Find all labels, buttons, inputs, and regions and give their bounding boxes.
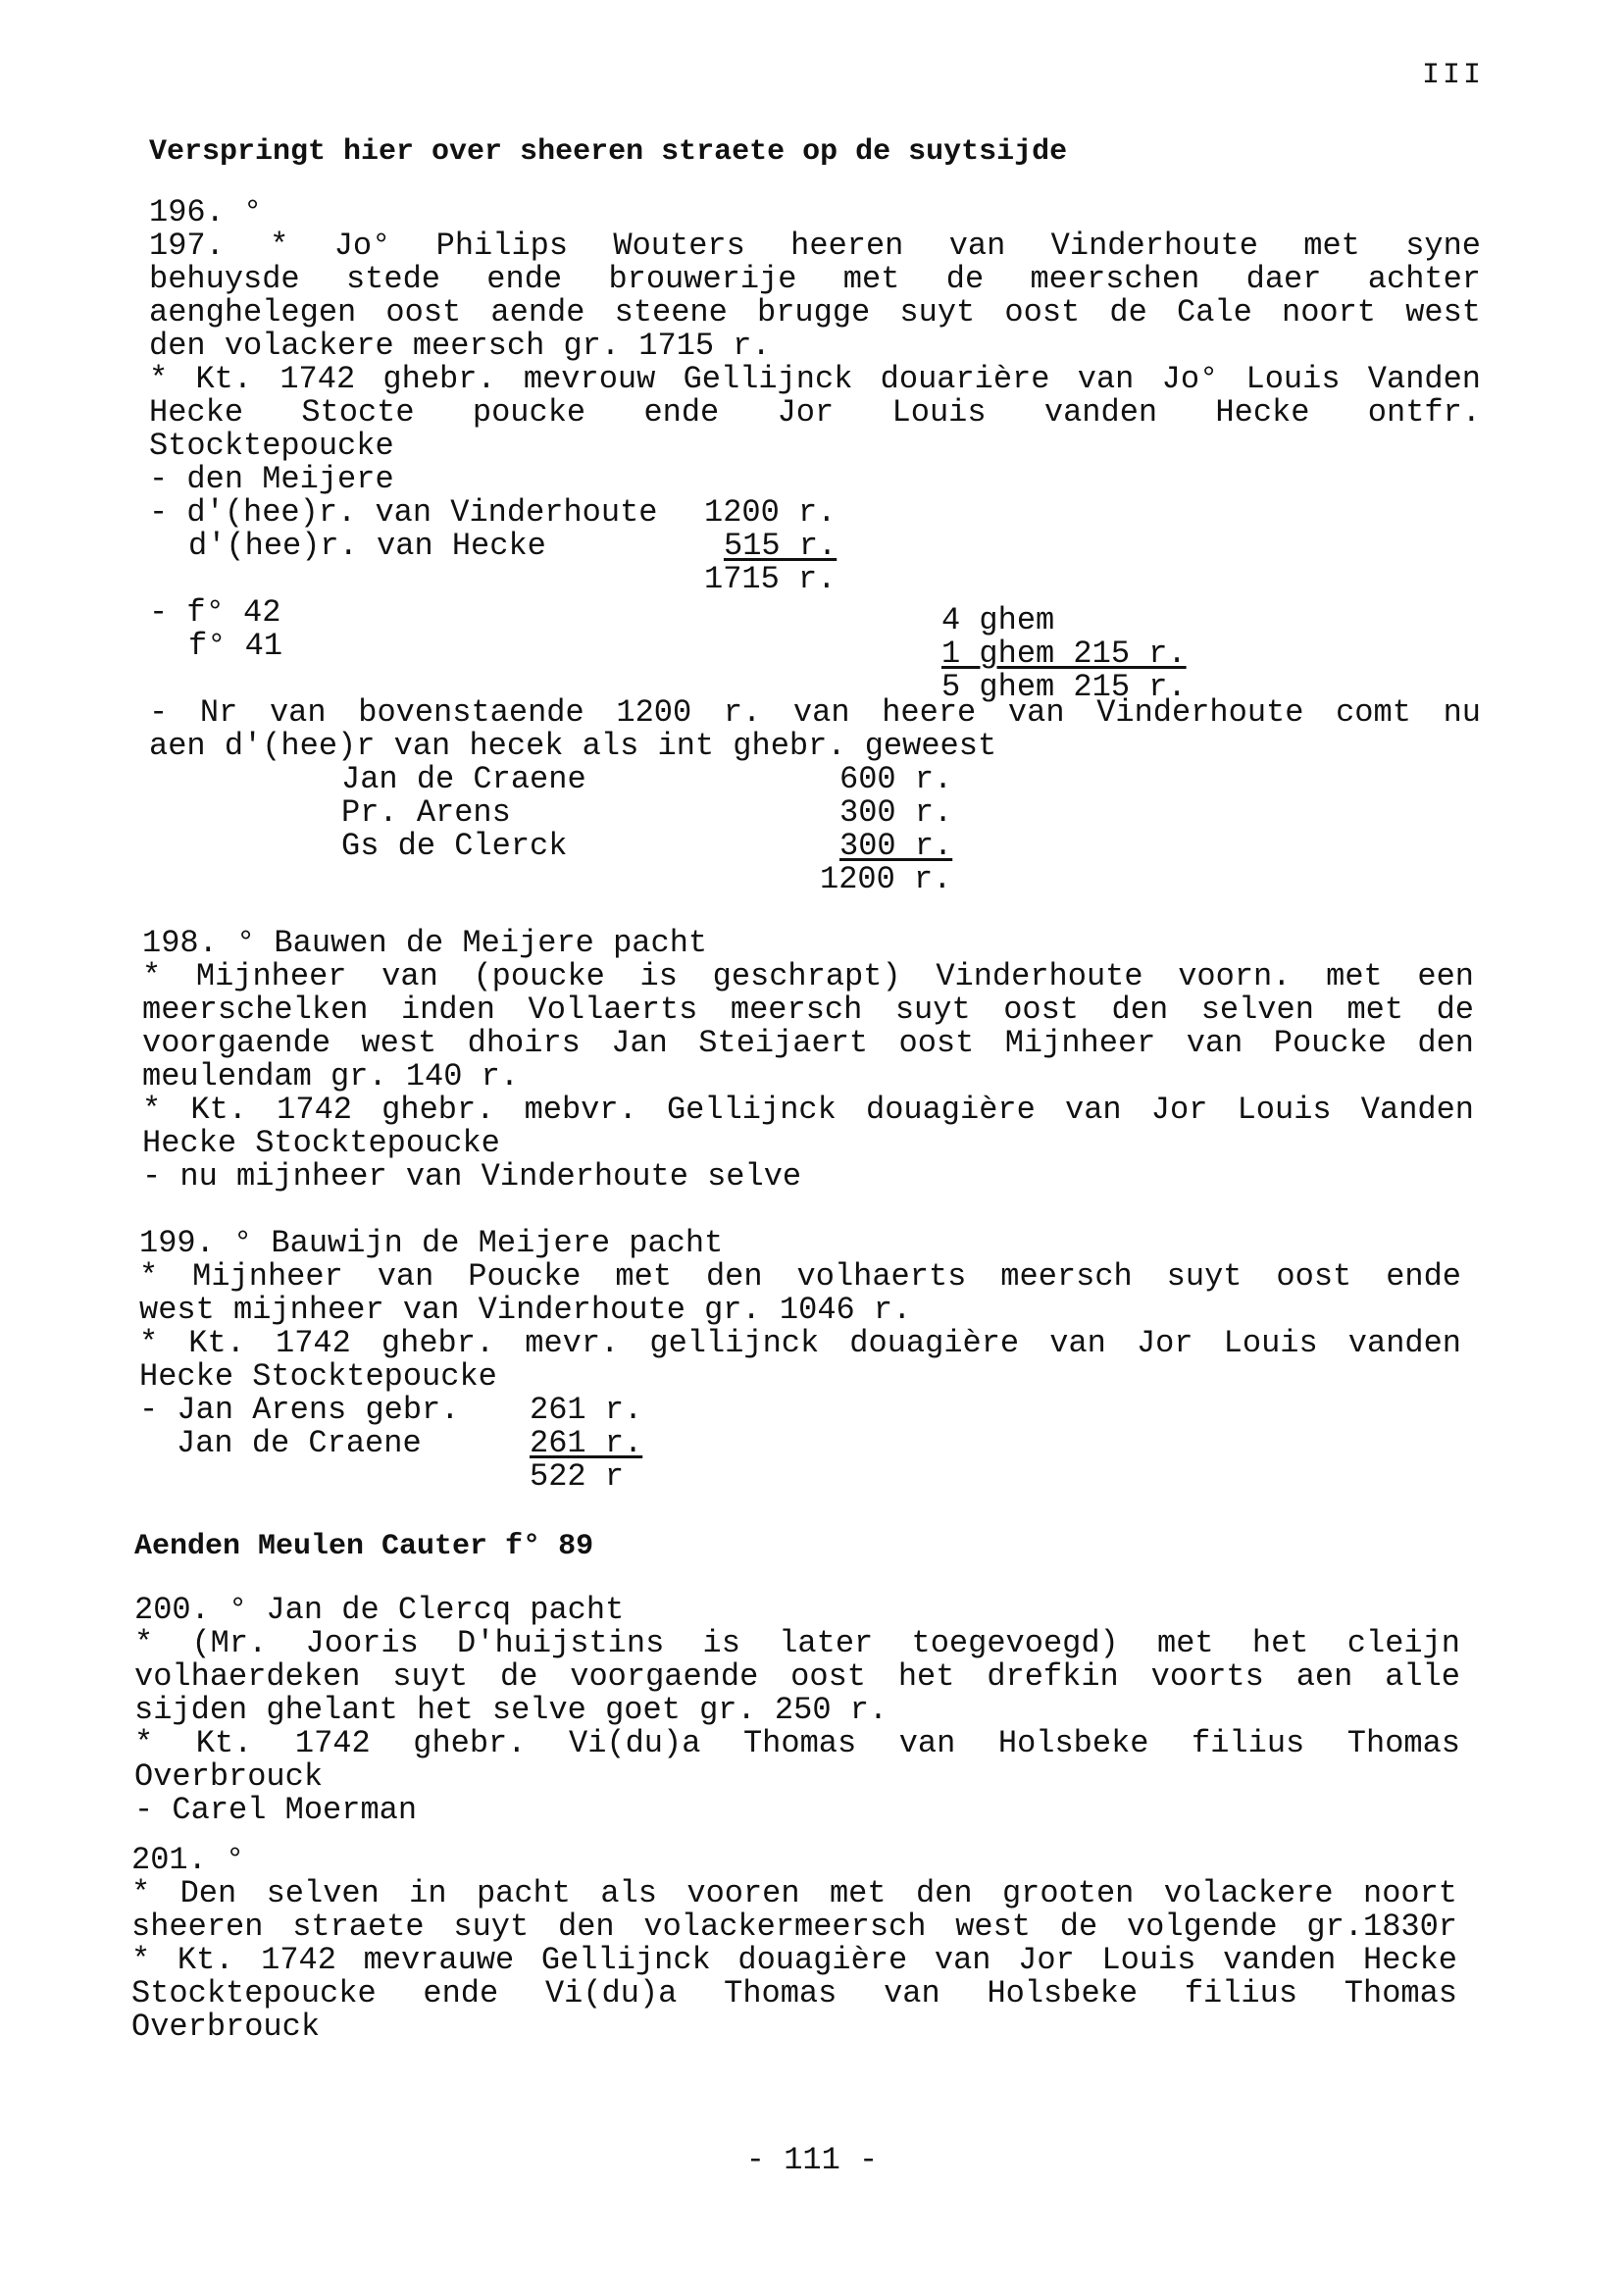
entry-200-line-3: volhaerdeken suyt de voorgaende oost het drefkin voorts aen alle xyxy=(134,1660,1460,1694)
entry-198 xyxy=(142,927,1474,1194)
entry-201 xyxy=(131,1844,1457,2044)
share-amount: 515 r. xyxy=(724,528,837,564)
entry-199 xyxy=(139,1227,1461,1494)
entry-197-payee-row-1 xyxy=(149,763,1481,796)
entry-199-line-5: Hecke Stocktepoucke xyxy=(139,1360,497,1394)
entry-200-line-2: * (Mr. Jooris D'huijstins is later toegevoegd) met het cleijn xyxy=(134,1627,1460,1660)
entry-197-share-total xyxy=(149,563,1481,596)
entry-197-payee-row-2 xyxy=(149,796,1481,830)
share-total: 1715 r. xyxy=(704,561,837,597)
entry-198-line-3: meerschelken inden Vollaerts meersch suyt oost den selven met de xyxy=(142,993,1474,1027)
entry-196-line: 196. ° xyxy=(149,196,263,229)
entry-200-line-6: Overbrouck xyxy=(134,1760,324,1794)
entry-200-line-5: * Kt. 1742 ghebr. Vi(du)a Thomas van Holsbeke filius Thomas xyxy=(134,1727,1460,1760)
payee-amount: 300 r. xyxy=(839,794,953,831)
entry-197-payee-row-3 xyxy=(149,830,1481,863)
payee-name: Pr. Arens xyxy=(341,794,511,831)
share-owner: - d'(hee)r. van Vinderhoute xyxy=(149,494,658,531)
share-owner: Jan de Craene xyxy=(177,1425,422,1461)
entry-201-line-5: Stocktepoucke ende Vi(du)a Thomas van Holsbeke filius Thomas xyxy=(131,1977,1457,2011)
payee-name: Jan de Craene xyxy=(341,761,586,797)
section-heading-meulen-cauter: Aenden Meulen Cauter f° 89 xyxy=(134,1530,594,1563)
payee-amount: 300 r. xyxy=(839,828,953,864)
entry-198-line-7: Hecke Stocktepoucke xyxy=(142,1127,500,1160)
entry-197-area-total xyxy=(149,663,1481,705)
entry-198-line-6: * Kt. 1742 ghebr. mebvr. Gellijnck douagière van Jor Louis Vanden xyxy=(142,1094,1474,1127)
entry-201-line-6: Overbrouck xyxy=(131,2011,321,2044)
entry-197-line-5: * Kt. 1742 ghebr. mevrouw Gellijnck douarière van Jo° Louis Vanden xyxy=(149,363,1481,396)
entry-198-line-1: 198. ° Bauwen de Meijere pacht xyxy=(142,927,708,960)
folio-ref: f° 41 xyxy=(188,628,283,664)
entry-201-line-1: 201. ° xyxy=(131,1844,245,1877)
page-number-footer: - 111 - xyxy=(745,2142,879,2178)
entry-198-line-5: meulendam gr. 140 r. xyxy=(142,1060,520,1094)
folio-ref: - f° 42 xyxy=(149,594,281,631)
entry-197-line-7: Stocktepoucke xyxy=(149,430,394,463)
entry-197-folio-row-1 xyxy=(149,594,1481,638)
entry-197-line-4: den volackere meersch gr. 1715 r. xyxy=(149,330,771,363)
entry-197-line-3: aenghelegen oost aende steene brugge suyt oost de Cale noort west xyxy=(149,296,1481,330)
entry-199-line-2: * Mijnheer van Poucke met den volhaerts meersch suyt oost ende xyxy=(139,1260,1461,1294)
share-total: 522 r xyxy=(530,1458,625,1495)
entry-201-line-2: * Den selven in pacht als vooren met den grooten volackere noort xyxy=(131,1877,1457,1910)
entry-197-share-row-2 xyxy=(149,530,1481,563)
entry-197-note-line-2: aen d'(hee)r van hecek als int ghebr. geweest xyxy=(149,730,997,763)
area-total: 5 ghem 215 r. xyxy=(941,669,1187,705)
area-value: 4 ghem xyxy=(941,602,1055,638)
entry-201-line-3: sheeren straete suyt den volackermeersch west de volgende gr.1830r xyxy=(131,1910,1457,1944)
entry-197-line-1: 197. * Jo° Philips Wouters heeren van Vinderhoute met syne xyxy=(149,229,1481,263)
entry-200-line-4: sijden ghelant het selve goet gr. 250 r. xyxy=(134,1694,888,1727)
entry-199-share-total xyxy=(139,1460,1461,1494)
entry-196-197 xyxy=(149,196,1481,896)
entry-197-line-2: behuysde stede ende brouwerije met de meerschen daer achter xyxy=(149,263,1481,296)
share-owner: d'(hee)r. van Hecke xyxy=(188,528,546,564)
payee-total: 1200 r. xyxy=(820,861,952,897)
section-heading-verspringt: Verspringt hier over sheeren straete op de suytsijde xyxy=(149,135,1068,169)
entry-197-folio-row-2 xyxy=(149,628,1481,672)
entry-200 xyxy=(134,1594,1460,1827)
entry-198-line-8: - nu mijnheer van Vinderhoute selve xyxy=(142,1160,802,1194)
share-amount: 1200 r. xyxy=(704,494,837,531)
entry-198-line-4: voorgaende west dhoirs Jan Steijaert oost Mijnheer van Poucke den xyxy=(142,1027,1474,1060)
entry-197-payee-total xyxy=(149,863,1481,896)
share-owner: - Jan Arens gebr. xyxy=(139,1392,460,1428)
entry-199-line-1: 199. ° Bauwijn de Meijere pacht xyxy=(139,1227,724,1260)
entry-197-share-row-1 xyxy=(149,496,1481,530)
entry-199-line-3: west mijnheer van Vinderhoute gr. 1046 r. xyxy=(139,1294,912,1327)
area-value: 1 ghem 215 r. xyxy=(941,636,1187,672)
entry-197-line-8: - den Meijere xyxy=(149,463,394,496)
entry-197-line-6: Hecke Stocte poucke ende Jor Louis vanden Hecke ontfr. xyxy=(149,396,1481,430)
share-amount: 261 r. xyxy=(530,1425,643,1461)
page-corner-numeral: III xyxy=(1422,59,1485,92)
entry-199-line-4: * Kt. 1742 ghebr. mevr. gellijnck douagière van Jor Louis vanden xyxy=(139,1327,1461,1360)
entry-197-note-line-1: - Nr van bovenstaende 1200 r. van heere van Vinderhoute comt nu xyxy=(149,696,1481,730)
entry-201-line-4: * Kt. 1742 mevrauwe Gellijnck douagière van Jor Louis vanden Hecke xyxy=(131,1944,1457,1977)
entry-200-line-7: - Carel Moerman xyxy=(134,1794,418,1827)
entry-200-line-1: 200. ° Jan de Clercq pacht xyxy=(134,1594,625,1627)
entry-199-share-row-2 xyxy=(139,1427,1461,1460)
share-amount: 261 r. xyxy=(530,1392,643,1428)
entry-199-share-row-1 xyxy=(139,1394,1461,1427)
entry-198-line-2: * Mijnheer van (poucke is geschrapt) Vinderhoute voorn. met een xyxy=(142,960,1474,993)
payee-name: Gs de Clerck xyxy=(341,828,568,864)
payee-amount: 600 r. xyxy=(839,761,953,797)
